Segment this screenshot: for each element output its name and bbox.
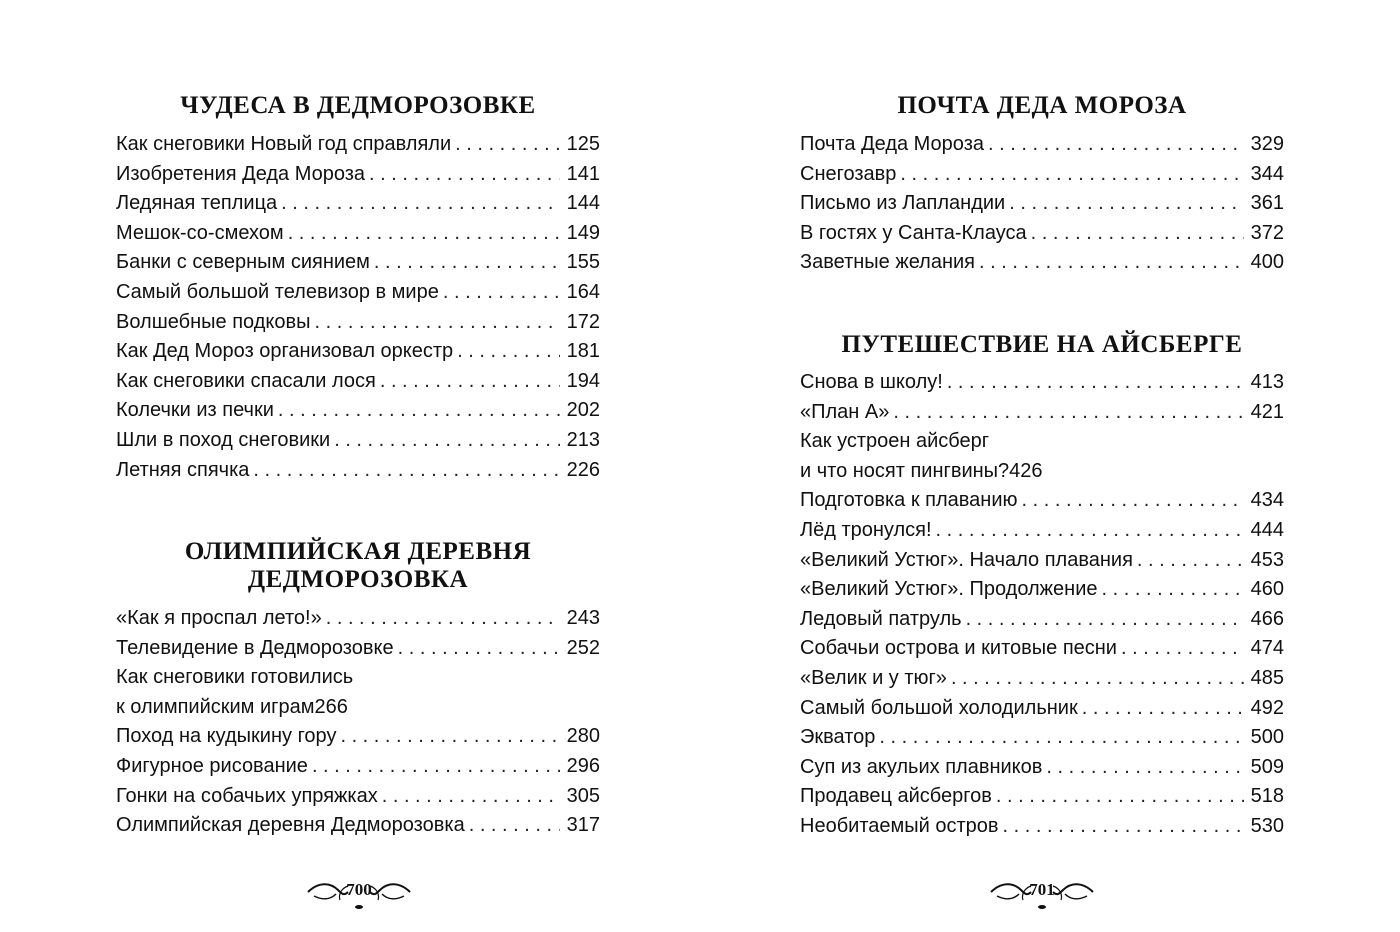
toc-entry-title: Ледяная теплица [116, 192, 278, 215]
toc-entry [116, 426, 600, 456]
dot-leader [1003, 812, 1244, 842]
dot-leader [443, 278, 560, 308]
toc-entry-title: Собачьи острова и китовые песни [800, 637, 1117, 660]
toc-entry [800, 605, 1284, 635]
dot-leader [314, 308, 560, 338]
toc-entry [116, 130, 600, 160]
toc-entry [800, 398, 1284, 428]
section-title: ЧУДЕСА В ДЕДМОРОЗОВКЕ [180, 92, 536, 119]
toc-entry-page: 426 [1009, 459, 1043, 482]
toc-entry-title: Подготовка к плаванию [800, 489, 1018, 512]
toc-entry-title: Как Дед Мороз организовал оркестр [116, 340, 454, 363]
page-number-ornament [304, 870, 414, 910]
toc-entry-page: 181 [566, 340, 600, 363]
toc-entry [800, 812, 1284, 842]
toc-entry-title: «Великий Устюг». Начало плавания [800, 548, 1133, 571]
toc-entry [800, 782, 1284, 812]
toc-entry [800, 575, 1284, 605]
toc-entry-title: Мешок-со-смехом [116, 221, 284, 244]
toc-entry-page: 296 [566, 754, 600, 777]
toc-entry-page: 280 [566, 725, 600, 748]
toc-entry-title: Письмо из Лапландии [800, 192, 1006, 215]
toc-entry-title: Экватор [800, 726, 876, 749]
toc-entry-page: 243 [566, 607, 600, 629]
dot-leader [936, 516, 1244, 546]
toc-list [116, 130, 600, 485]
dot-leader [879, 723, 1244, 753]
toc-entry-page: 194 [566, 369, 600, 392]
toc-entry [116, 160, 600, 190]
toc-entry-page: 530 [1250, 814, 1284, 837]
dot-leader [900, 160, 1244, 190]
toc-entry [116, 308, 600, 338]
toc-entry-title: Ледовый патруль [800, 607, 962, 630]
toc-entry-title: «Как я проспал лето!» [116, 607, 322, 629]
toc-entry-title: Лёд тронулся! [800, 518, 932, 541]
toc-entry [116, 634, 600, 664]
toc-entry [800, 694, 1284, 724]
dot-leader [455, 130, 560, 160]
dot-leader [469, 811, 560, 841]
toc-entry-title: Колечки из печки [116, 399, 274, 422]
toc-entry-title: Олимпийская деревня Дедморозовка [116, 814, 465, 837]
page-number: 700 [346, 880, 372, 899]
dot-leader [979, 248, 1244, 278]
toc-entry-page: 252 [566, 636, 600, 659]
dot-leader [281, 189, 560, 219]
dot-leader [1082, 694, 1244, 724]
toc-entry-title: Как снеговики Новый год справляли [116, 133, 452, 155]
dot-leader [288, 219, 560, 249]
toc-entry-page: 141 [566, 162, 600, 185]
toc-entry [800, 723, 1284, 753]
toc-entry-title: «План А» [800, 400, 890, 423]
toc-entry-page: 413 [1250, 371, 1284, 393]
toc-entry-page: 149 [566, 221, 600, 244]
toc-entry-page: 125 [566, 133, 600, 155]
toc-entry [800, 248, 1284, 278]
dot-leader [312, 752, 560, 782]
toc-entry-page: 485 [1250, 666, 1284, 689]
toc-entry-page: 361 [1250, 192, 1284, 215]
dot-leader [334, 426, 560, 456]
dot-leader [1046, 753, 1244, 783]
toc-entry-page: 266 [314, 695, 348, 718]
dot-leader [382, 782, 560, 812]
section-title: ОЛИМПИЙСКАЯ ДЕРЕВНЯ ДЕДМОРОЗОВКА [184, 538, 532, 593]
toc-entry-page: 518 [1250, 785, 1284, 808]
section-title: ПОЧТА ДЕДА МОРОЗА [897, 92, 1187, 119]
toc-entry-title: Суп из акульих плавников [800, 755, 1043, 778]
toc-entry [116, 752, 600, 782]
dot-leader [278, 396, 560, 426]
toc-entry [116, 396, 600, 426]
dot-leader [1121, 634, 1244, 664]
page-number-ornament [987, 870, 1097, 910]
toc-entry-title: Гонки на собачьих упряжках [116, 784, 378, 807]
toc-entry-page: 460 [1250, 578, 1284, 601]
section-title: ПУТЕШЕСТВИЕ НА АЙСБЕРГЕ [841, 331, 1243, 358]
toc-entry [116, 248, 600, 278]
toc-entry-page: 155 [566, 251, 600, 274]
dot-leader [398, 634, 560, 664]
dot-leader [326, 604, 560, 634]
toc-entry-page: 317 [566, 814, 600, 837]
toc-entry-page: 444 [1250, 518, 1284, 541]
toc-entry-title: Продавец айсбергов [800, 785, 992, 808]
toc-entry-title: Почта Деда Мороза [800, 133, 984, 155]
toc-entry [800, 130, 1284, 160]
dot-leader [947, 368, 1244, 398]
toc-entry-title: Как снеговики готовились [116, 666, 354, 689]
toc-entry-title: Изобретения Деда Мороза [116, 162, 366, 185]
dot-leader [1102, 575, 1244, 605]
toc-entry-page: 372 [1250, 221, 1284, 244]
dot-leader [996, 782, 1244, 812]
toc-entry-title: Банки с северным сиянием [116, 251, 370, 274]
dot-leader [893, 398, 1244, 428]
toc-list [116, 604, 600, 841]
toc-entry-title: Телевидение в Дедморозовке [116, 636, 394, 659]
toc-entry [116, 337, 600, 367]
toc-entry-page: 329 [1250, 133, 1284, 155]
toc-entry-page: 434 [1250, 489, 1284, 512]
toc-entry [116, 604, 600, 634]
toc-entry-page: 453 [1250, 548, 1284, 571]
toc-entry-page: 474 [1250, 637, 1284, 660]
toc-entry [800, 546, 1284, 576]
toc-entry [800, 486, 1284, 516]
dot-leader [951, 664, 1244, 694]
toc-entry-title: Поход на кудыкину гору [116, 725, 337, 748]
toc-entry-title: Самый большой холодильник [800, 696, 1078, 719]
dot-leader [457, 337, 560, 367]
toc-entry-page: 492 [1250, 696, 1284, 719]
dot-leader [966, 605, 1244, 635]
dot-leader [374, 248, 560, 278]
toc-entry [800, 427, 1284, 486]
toc-entry-title: Фигурное рисование [116, 754, 308, 777]
toc-entry-page: 509 [1250, 755, 1284, 778]
toc-entry-title: Снова в школу! [800, 371, 943, 393]
toc-entry-title: Летняя спячка [116, 458, 250, 481]
toc-entry [800, 516, 1284, 546]
toc-entry-title: Шли в поход снеговики [116, 428, 331, 451]
toc-entry [116, 367, 600, 397]
toc-entry [800, 189, 1284, 219]
dot-leader [988, 130, 1244, 160]
toc-entry-page: 305 [566, 784, 600, 807]
toc-entry-page: 144 [566, 192, 600, 215]
toc-entry-title: Необитаемый остров [800, 814, 999, 837]
toc-entry-title: к олимпийским играм [116, 695, 315, 718]
toc-entry-page: 164 [566, 280, 600, 303]
page-number: 701 [1029, 880, 1055, 899]
toc-entry [800, 368, 1284, 398]
toc-entry [116, 456, 600, 486]
toc-entry-page: 202 [566, 399, 600, 422]
toc-entry-page: 400 [1250, 251, 1284, 274]
toc-entry-title: «Великий Устюг». Продолжение [800, 578, 1098, 601]
toc-entry [116, 219, 600, 249]
toc-entry-page: 172 [566, 310, 600, 333]
toc-entry-title: Заветные желания [800, 251, 975, 274]
toc-list [800, 368, 1284, 842]
toc-entry-title: Как снеговики спасали лося [116, 369, 376, 392]
dot-leader [253, 456, 560, 486]
toc-entry [116, 782, 600, 812]
toc-entry-page: 213 [566, 428, 600, 451]
dot-leader [340, 722, 560, 752]
toc-entry-title: Самый большой телевизор в мире [116, 280, 439, 303]
toc-entry [800, 160, 1284, 190]
toc-entry-page: 466 [1250, 607, 1284, 630]
toc-entry-page: 226 [566, 458, 600, 481]
toc-entry [800, 664, 1284, 694]
dot-leader [369, 160, 560, 190]
dot-leader [1022, 486, 1245, 516]
toc-entry-title: Как устроен айсберг [800, 430, 990, 453]
dot-leader [1031, 219, 1244, 249]
toc-entry-title: Снегозавр [800, 162, 897, 185]
toc-entry [800, 219, 1284, 249]
toc-entry [116, 811, 600, 841]
toc-entry-title: Волшебные подковы [116, 310, 311, 333]
toc-entry [116, 189, 600, 219]
toc-entry [800, 634, 1284, 664]
toc-entry [800, 753, 1284, 783]
dot-leader [380, 367, 560, 397]
toc-entry-title: В гостях у Санта-Клауса [800, 221, 1027, 244]
toc-entry-title: и что носят пингвины? [800, 459, 1010, 482]
dot-leader [1009, 189, 1244, 219]
toc-entry-page: 500 [1250, 726, 1284, 749]
toc-entry-page: 344 [1250, 162, 1284, 185]
toc-entry [116, 663, 600, 722]
toc-entry [116, 278, 600, 308]
dot-leader [1137, 546, 1244, 576]
toc-entry-title: «Велик и у тюг» [800, 666, 947, 689]
toc-entry [116, 722, 600, 752]
toc-list [800, 130, 1284, 278]
toc-entry-page: 421 [1250, 400, 1284, 423]
